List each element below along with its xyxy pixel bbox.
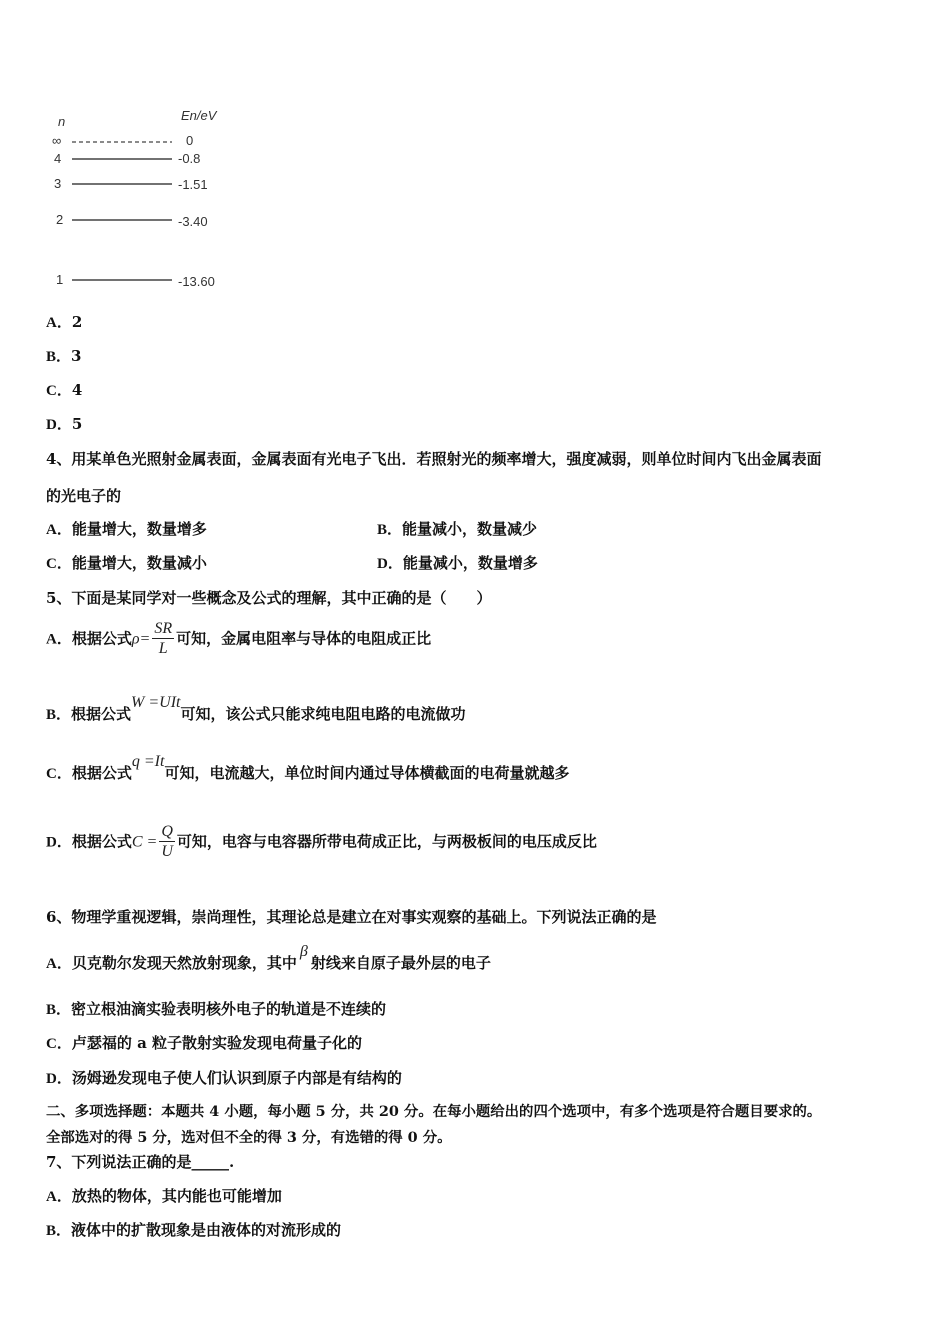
option-text: 贝克勒尔发现天然放射现象，其中 xyxy=(71,954,297,972)
q6-option-c xyxy=(46,1032,362,1053)
n-axis-label: n xyxy=(58,114,66,129)
option-text: 放热的物体，其内能也可能增加 xyxy=(71,1187,282,1205)
q4-option-a xyxy=(46,518,207,539)
option-letter: C． xyxy=(46,1036,72,1052)
energy-axis-label: En/eV xyxy=(181,108,217,123)
q6-option-a xyxy=(46,943,491,973)
q7-stem: 7、下列说法正确的是_____. xyxy=(46,1153,235,1171)
q6-stem: 6、物理学重视逻辑，崇尚理性，其理论总是建立在对事实观察的基础上。下列说法正确的是 xyxy=(46,908,657,926)
formula-charge: q =It xyxy=(131,753,165,770)
option-letter: D． xyxy=(46,834,72,851)
formula-fraction xyxy=(159,823,175,862)
q4-option-c xyxy=(46,552,207,573)
formula-capacitance-lhs: C = xyxy=(131,833,158,851)
option-text: 密立根油滴实验表明核外电子的轨道是不连续的 xyxy=(71,1000,387,1018)
level-n-1: 1 xyxy=(56,272,64,287)
option-text: 能量增大，数量增多 xyxy=(71,520,207,538)
q4-stem-line2: 的光电子的 xyxy=(46,487,122,505)
q3-option-b xyxy=(46,345,81,366)
formula-prefix: 根据公式 xyxy=(71,832,132,851)
q7-option-b xyxy=(46,1219,341,1240)
option-text: 射线来自原子最外层的电子 xyxy=(310,954,491,972)
option-text: 能量减小，数量增多 xyxy=(402,554,538,572)
option-letter: A． xyxy=(46,631,72,648)
q7-option-a xyxy=(46,1185,282,1206)
level-n-3: 3 xyxy=(54,176,62,191)
option-letter: B． xyxy=(377,522,403,538)
q4-option-b xyxy=(377,518,537,539)
option-letter: B． xyxy=(46,1002,72,1018)
option-letter: D． xyxy=(46,1071,72,1087)
formula-prefix: 根据公式 xyxy=(71,705,132,723)
section2-instructions-line1: 二、多项选择题：本题共 4 小题，每小题 5 分，共 20 分。在每小题给出的四个选项中，有多个选项是符合题目要求的。 xyxy=(46,1103,822,1120)
option-text: 液体中的扩散现象是由液体的对流形成的 xyxy=(71,1221,342,1239)
option-letter: A． xyxy=(46,956,72,972)
option-text: 2 xyxy=(71,313,83,331)
option-letter: B． xyxy=(46,707,72,723)
option-letter: B． xyxy=(46,349,72,365)
formula-denominator: U xyxy=(161,843,173,860)
option-text: 汤姆逊发现电子使人们认识到原子内部是有结构的 xyxy=(71,1069,402,1087)
option-letter: D． xyxy=(377,556,403,572)
option-text: 可知，金属电阻率与导体的电阻成正比 xyxy=(176,629,432,648)
option-letter: A． xyxy=(46,1189,72,1205)
q5-option-c xyxy=(46,753,570,783)
formula-prefix: 根据公式 xyxy=(71,629,132,648)
option-text: 能量减小，数量减少 xyxy=(402,520,538,538)
option-letter: D． xyxy=(46,417,72,433)
level-e-3: -1.51 xyxy=(178,177,208,192)
q6-option-d xyxy=(46,1067,402,1088)
formula-fraction xyxy=(152,620,174,659)
option-text: 卢瑟福的 a 粒子散射实验发现电荷量子化的 xyxy=(71,1034,363,1052)
level-n-4: 4 xyxy=(54,151,62,166)
formula-denominator: L xyxy=(158,640,168,657)
level-n-inf: ∞ xyxy=(52,133,62,148)
q3-option-d xyxy=(46,413,82,434)
q5-option-b xyxy=(46,694,466,724)
beta-symbol: β xyxy=(299,943,308,960)
option-text: 5 xyxy=(71,415,83,433)
option-letter: A． xyxy=(46,315,72,331)
option-letter: C． xyxy=(46,556,72,572)
option-letter: C． xyxy=(46,383,72,399)
level-e-1: -13.60 xyxy=(178,274,215,289)
level-e-inf: 0 xyxy=(186,133,194,148)
energy-level-diagram xyxy=(48,108,248,298)
q6-option-b xyxy=(46,998,386,1019)
formula-rho: ρ= xyxy=(131,630,151,648)
q5-option-a xyxy=(46,620,431,659)
formula-work: W =UIt xyxy=(131,694,181,711)
option-text: 4 xyxy=(71,381,83,399)
q3-option-a xyxy=(46,311,82,332)
level-e-2: -3.40 xyxy=(178,214,208,229)
option-letter: C． xyxy=(46,766,72,782)
level-lines xyxy=(48,108,248,298)
option-text: 可知，电流越大，单位时间内通过导体横截面的电荷量就越多 xyxy=(164,764,570,782)
formula-numerator: SR xyxy=(154,620,173,637)
section2-instructions-line2: 全部选对的得 5 分，选对但不全的得 3 分，有选错的得 0 分。 xyxy=(46,1129,452,1146)
q4-stem-line1: 4、用某单色光照射金属表面，金属表面有光电子飞出．若照射光的频率增大，强度减弱，则单位时间内飞出金属表面 xyxy=(46,450,822,468)
q5-stem: 5、下面是某同学对一些概念及公式的理解，其中正确的是（ ） xyxy=(46,589,492,607)
option-text: 能量增大，数量减小 xyxy=(71,554,207,572)
q4-option-d xyxy=(377,552,538,573)
q5-option-d xyxy=(46,823,597,862)
option-letter: A． xyxy=(46,522,72,538)
option-text: 可知，电容与电容器所带电荷成正比，与两极板间的电压成反比 xyxy=(176,832,597,851)
level-n-2: 2 xyxy=(56,212,64,227)
option-text: 3 xyxy=(71,347,82,365)
formula-prefix: 根据公式 xyxy=(71,764,132,782)
q3-option-c xyxy=(46,379,82,400)
formula-numerator: Q xyxy=(161,823,173,840)
level-e-4: -0.8 xyxy=(178,151,201,166)
option-letter: B． xyxy=(46,1223,72,1239)
option-text: 可知，该公式只能求纯电阻电路的电流做功 xyxy=(180,705,466,723)
